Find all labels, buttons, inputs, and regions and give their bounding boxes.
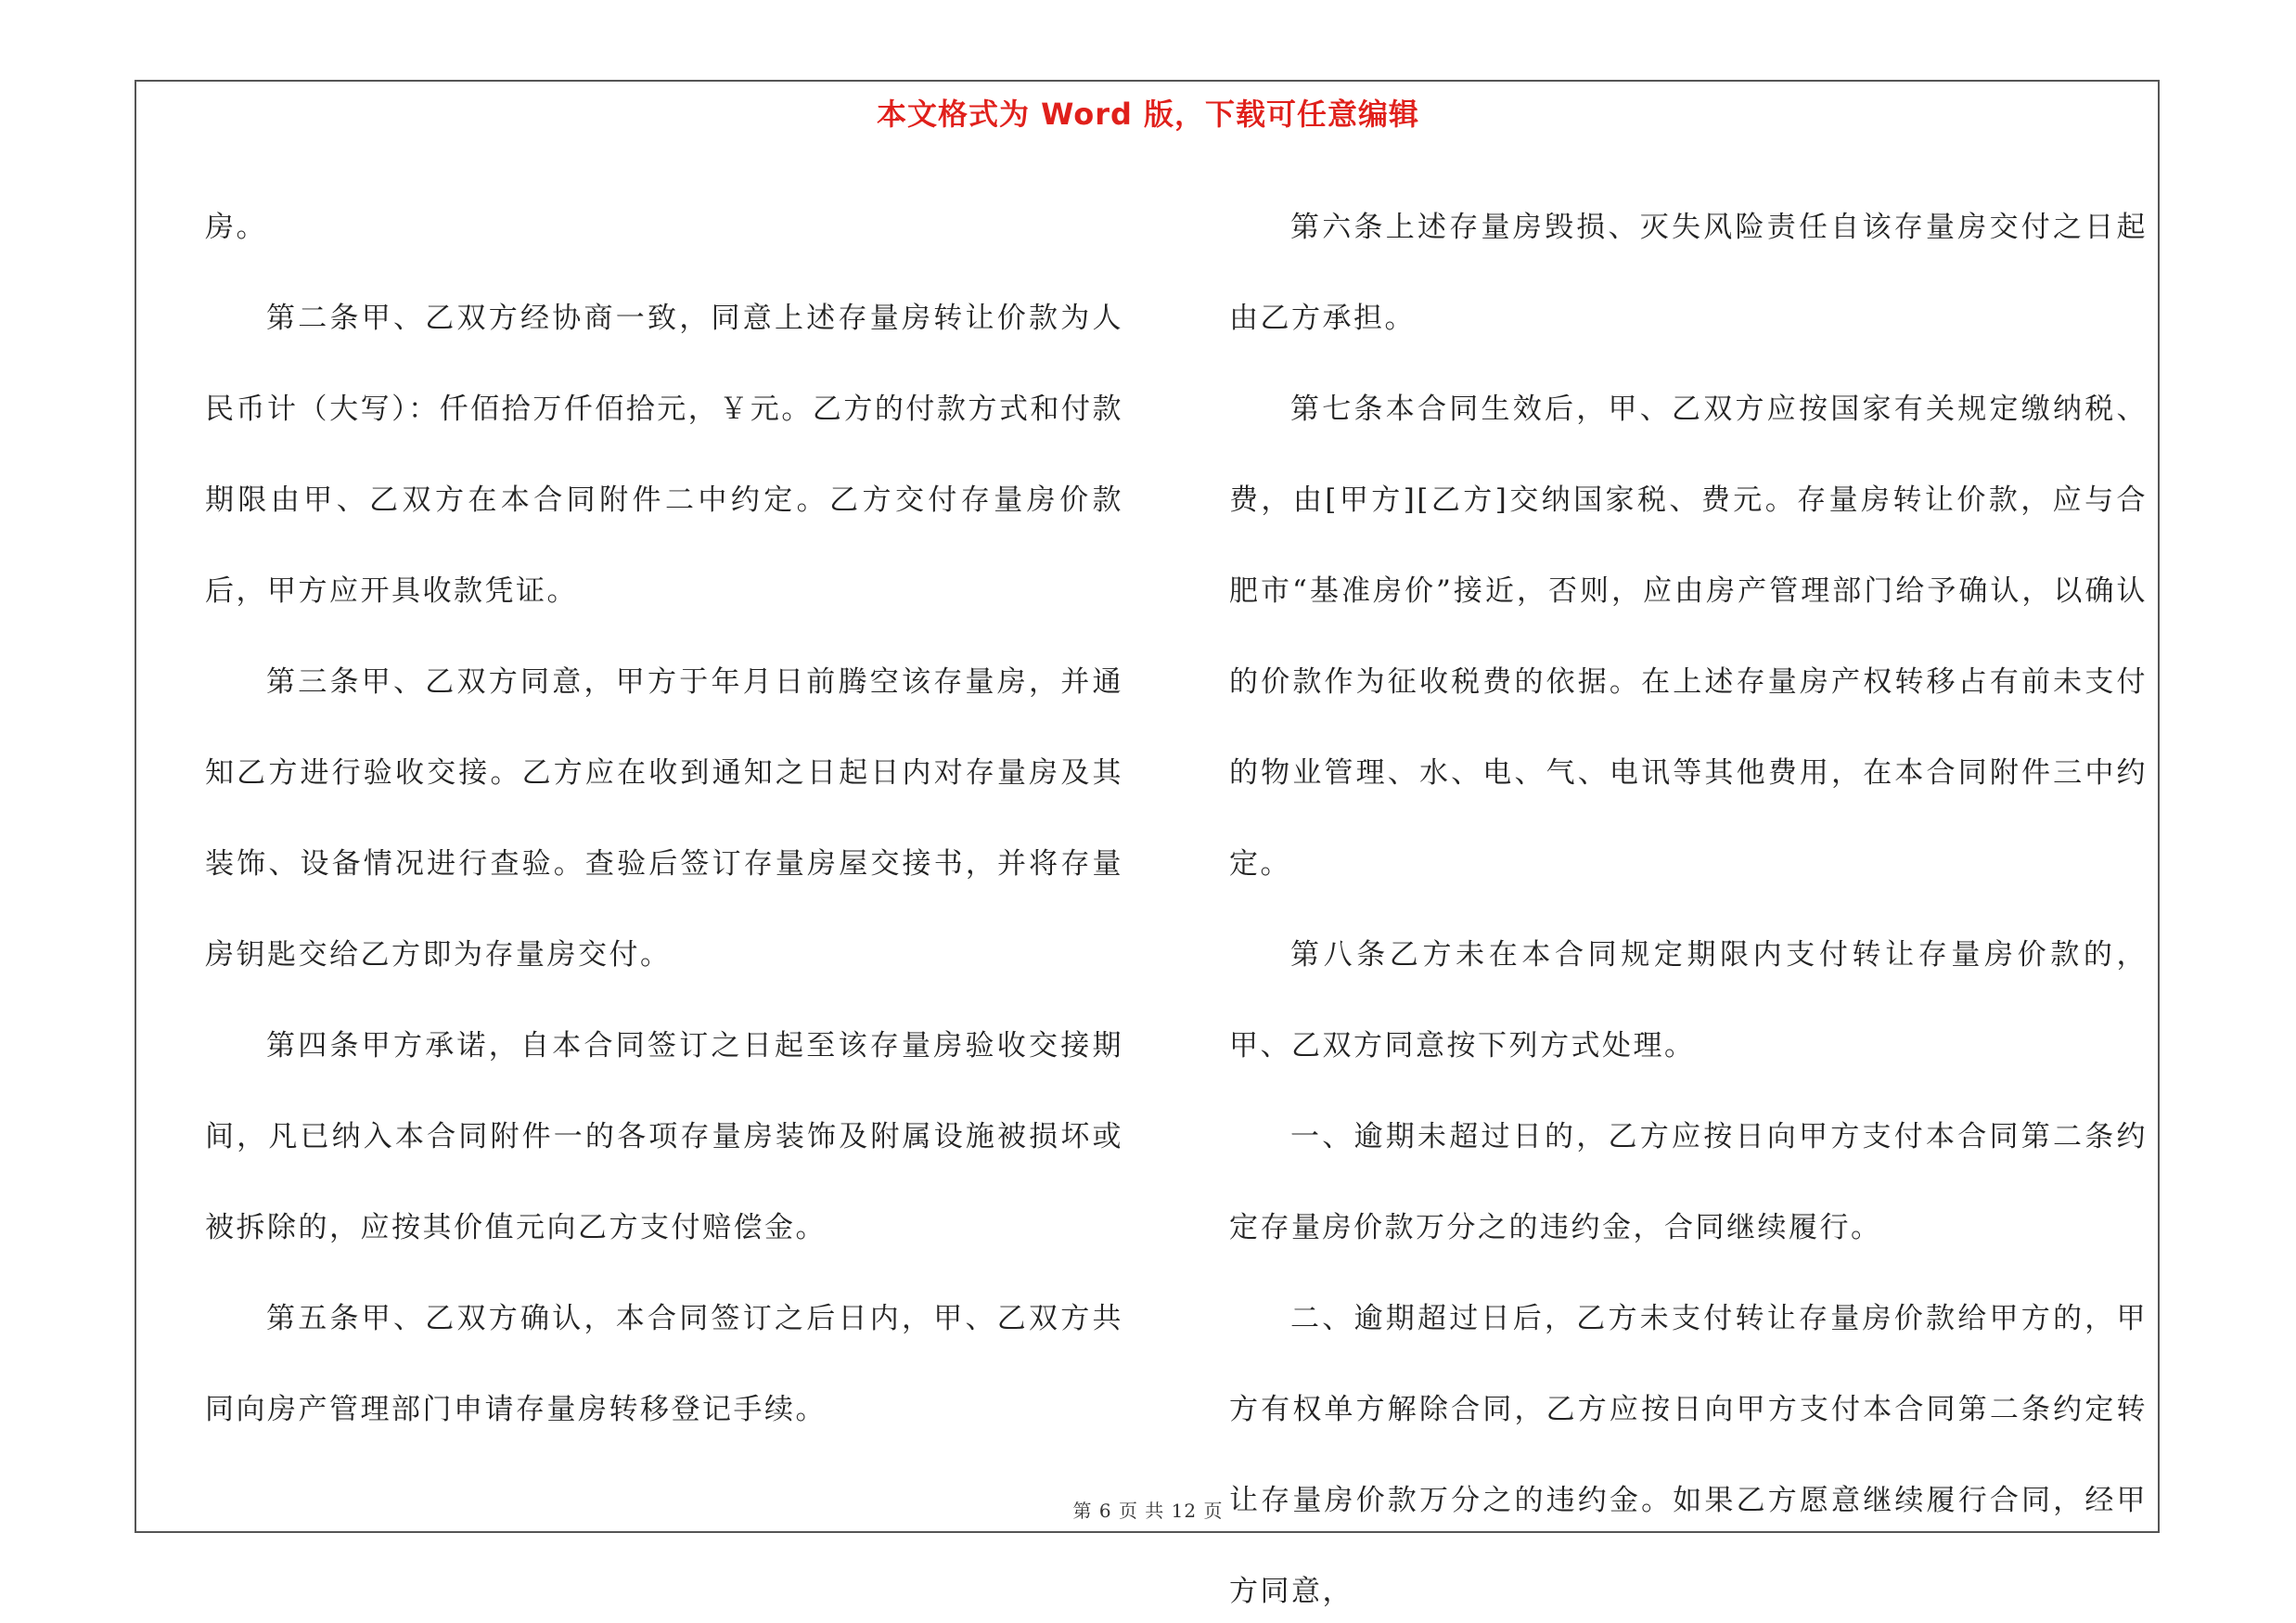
paragraph-article-5: 第五条甲、乙双方确认，本合同签订之后日内，甲、乙双方共同向房产管理部门申请存量房转移登记手续。 bbox=[205, 1302, 1123, 1426]
paragraph-clause-2: 二、逾期超过日后，乙方未支付转让存量房价款给甲方的，甲方有权单方解除合同，乙方应按日向甲方支付本合同第二条约定转让存量房价款万分之的违约金。如果乙方愿意继续履行合同，经甲方同意， bbox=[1229, 1302, 2148, 1608]
paragraph-article-4: 第四条甲方承诺，自本合同签订之日起至该存量房验收交接期间，凡已纳入本合同附件一的各项存量房装饰及附属设施被损坏或被拆除的，应按其价值元向乙方支付赔偿金。 bbox=[205, 1029, 1123, 1244]
page-number: 第 6 页 共 12 页 bbox=[1072, 1500, 1224, 1522]
paragraph-continuation: 房。 bbox=[205, 211, 267, 244]
paragraph-article-7: 第七条本合同生效后，甲、乙双方应按国家有关规定缴纳税、费，由[甲方][乙方]交纳国家税、费元。存量房转让价款，应与合肥市“基准房价”接近，否则，应由房产管理部门给予确认，以确认的价款作为征收税费的依据。在上述存量房产权转移占有前未支付的物业管理、水、电、气、电讯等其他费用，在本合同附件三中约定。 bbox=[1229, 393, 2148, 881]
paragraph-clause-1: 一、逾期未超过日的，乙方应按日向甲方支付本合同第二条约定存量房价款万分之的违约金，合同继续履行。 bbox=[1229, 1120, 2148, 1244]
paragraph-article-2: 第二条甲、乙双方经协商一致，同意上述存量房转让价款为人民币计（大写）：仟佰拾万仟佰拾元，￥元。乙方的付款方式和付款期限由甲、乙双方在本合同附件二中约定。乙方交付存量房价款后，甲方应开具收款凭证。 bbox=[205, 302, 1123, 608]
paragraph-article-6: 第六条上述存量房毁损、灭失风险责任自该存量房交付之日起由乙方承担。 bbox=[1229, 211, 2148, 335]
format-notice-banner: 本文格式为 Word 版，下载可任意编辑 bbox=[876, 97, 1420, 132]
right-text-column bbox=[1229, 182, 2148, 1623]
paragraph-article-3: 第三条甲、乙双方同意，甲方于年月日前腾空该存量房，并通知乙方进行验收交接。乙方应在收到通知之日起日内对存量房及其装饰、设备情况进行查验。查验后签订存量房屋交接书，并将存量房钥匙交给乙方即为存量房交付。 bbox=[205, 665, 1123, 972]
paragraph-article-8: 第八条乙方未在本合同规定期限内支付转让存量房价款的，甲、乙双方同意按下列方式处理。 bbox=[1229, 938, 2148, 1063]
left-text-column bbox=[205, 182, 1123, 1455]
